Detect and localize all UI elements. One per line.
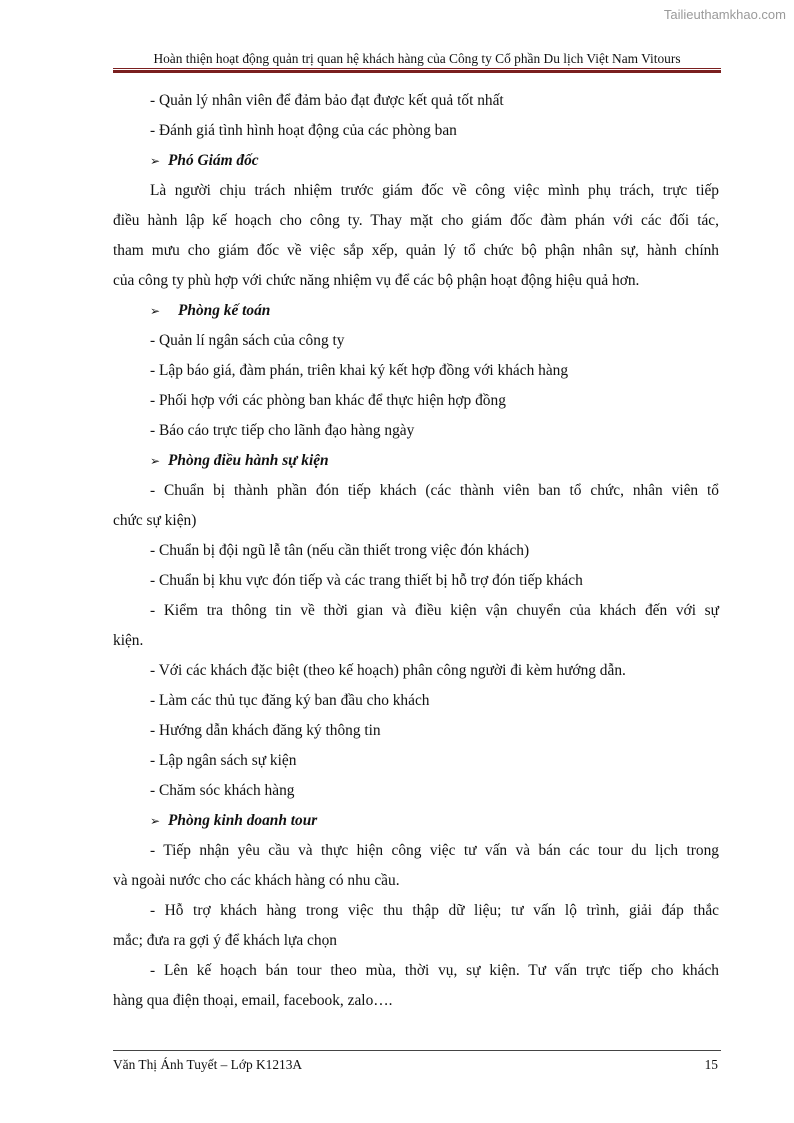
header-rule-thin: [113, 68, 721, 69]
heading-text: Phòng điều hành sự kiện: [168, 452, 329, 469]
heading-text: Phó Giám đốc: [168, 152, 259, 169]
footer-rule: [113, 1050, 721, 1051]
list-item: - Phối hợp với các phòng ban khác để thực hiện hợp đồng: [150, 392, 506, 409]
arrow-bullet-icon: ➢: [150, 454, 161, 468]
page-body: [113, 86, 719, 1016]
heading-text: Phòng kế toán: [178, 302, 271, 319]
heading-kinh-doanh-tour: [113, 806, 719, 836]
list-item: - Chuẩn bị đội ngũ lễ tân (nếu cần thiết trong việc đón khách): [150, 542, 530, 559]
arrow-bullet-icon: ➢: [150, 304, 161, 318]
running-header-title: Hoàn thiện hoạt động quản trị quan hệ khách hàng của Công ty Cổ phần Du lịch Việt Nam Vitours: [153, 51, 681, 66]
heading-text: Phòng kinh doanh tour: [168, 812, 318, 829]
header-rule-thick: [113, 70, 721, 73]
list-item: - Lập ngân sách sự kiện: [150, 752, 297, 769]
list-item: - Hướng dẫn khách đăng ký thông tin: [150, 722, 381, 739]
arrow-bullet-icon: ➢: [150, 154, 161, 168]
list-item: - Lập báo giá, đàm phán, triên khai ký kết hợp đồng với khách hàng: [150, 362, 569, 379]
heading-su-kien: [113, 446, 719, 476]
list-item: - Làm các thủ tục đăng ký ban đầu cho khách: [150, 692, 430, 709]
list-item-continuation: hàng qua điện thoại, email, facebook, zalo….: [113, 992, 393, 1009]
footer-author: Văn Thị Ánh Tuyết – Lớp K1213A: [113, 1057, 303, 1072]
list-item: - Chăm sóc khách hàng: [150, 782, 295, 799]
list-item: - Hỗ trợ khách hàng trong việc thu thập dữ liệu; tư vấn lộ trình, giải đáp thắc: [150, 902, 719, 919]
intro-line: - Quản lý nhân viên để đảm bảo đạt được kết quả tốt nhất: [150, 92, 504, 109]
arrow-bullet-icon: ➢: [150, 814, 161, 828]
paragraph-line: điều hành lập kế hoạch cho công ty. Thay mặt cho giám đốc đàm phán với các đối tác,: [113, 212, 719, 229]
page-number: 15: [704, 1057, 718, 1072]
paragraph-line: Là người chịu trách nhiệm trước giám đốc về công việc mình phụ trách, trực tiếp: [150, 182, 719, 199]
list-item: - Quản lí ngân sách của công ty: [150, 332, 345, 349]
list-item: - Kiểm tra thông tin về thời gian và điều kiện vận chuyển của khách đến với sự: [150, 602, 719, 619]
list-item: - Tiếp nhận yêu cầu và thực hiện công việc tư vấn và bán các tour du lịch trong: [150, 842, 719, 859]
list-item-continuation: và ngoài nước cho các khách hàng có nhu cầu.: [113, 872, 400, 889]
list-item: - Chuẩn bị thành phần đón tiếp khách (các thành viên ban tổ chức, nhân viên tổ: [150, 482, 719, 499]
list-item-continuation: mắc; đưa ra gợi ý để khách lựa chọn: [113, 932, 337, 949]
heading-pho-giam-doc: [113, 146, 719, 176]
paragraph-line: của công ty phù hợp với chức năng nhiệm vụ để các bộ phận hoạt động hiệu quả hơn.: [113, 272, 640, 289]
list-item: - Báo cáo trực tiếp cho lãnh đạo hàng ngày: [150, 422, 415, 439]
list-item: - Với các khách đặc biệt (theo kế hoạch) phân công người đi kèm hướng dẫn.: [150, 662, 626, 679]
list-item: - Lên kế hoạch bán tour theo mùa, thời vụ, sự kiện. Tư vấn trực tiếp cho khách: [150, 962, 719, 979]
heading-ke-toan: [113, 296, 719, 326]
list-item-continuation: chức sự kiện): [113, 512, 197, 529]
list-item-continuation: kiện.: [113, 632, 144, 649]
intro-line: - Đánh giá tình hình hoạt động của các phòng ban: [150, 122, 457, 139]
watermark: Tailieuthamkhao.com: [663, 7, 786, 22]
paragraph-line: tham mưu cho giám đốc về việc sắp xếp, quản lý tổ chức bộ phận nhân sự, hành chính: [113, 242, 719, 259]
list-item: - Chuẩn bị khu vực đón tiếp và các trang thiết bị hỗ trợ đón tiếp khách: [150, 572, 583, 589]
